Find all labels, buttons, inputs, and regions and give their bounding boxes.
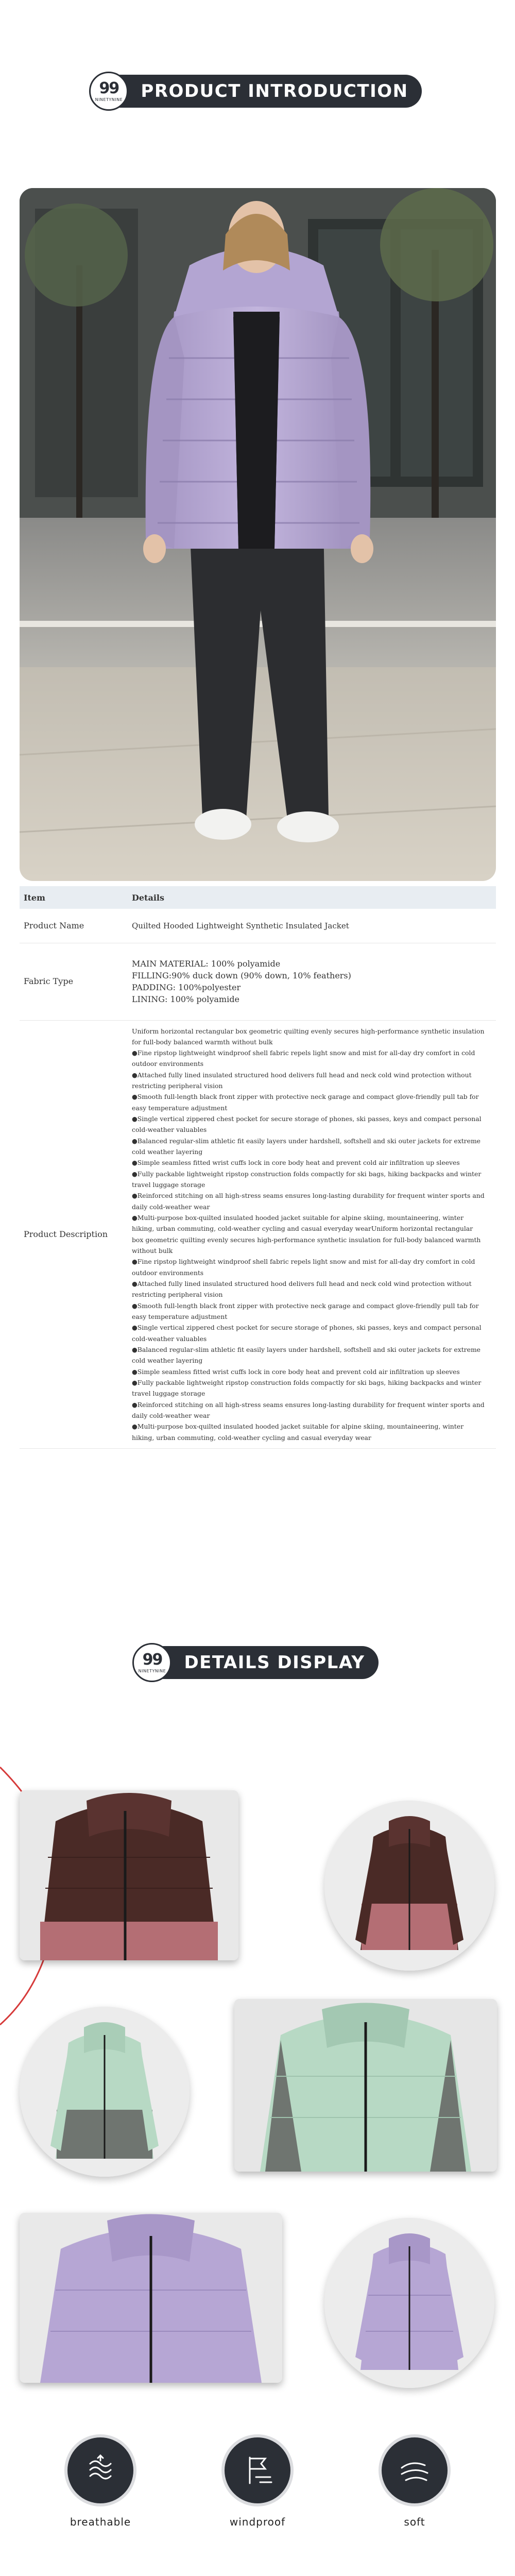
description-line: ●Smooth full-length black front zipper with protective neck garage and compact glove-friendly pull tab for xyxy=(132,1301,479,1310)
description-line: ●Single vertical zippered chest pocket for secure storage of phones, ski passes, keys and compact personal xyxy=(132,1115,482,1123)
description-line: ●Fully packable lightweight ripstop construction folds compactly for ski bags, hiking backpacks and winter xyxy=(132,1379,482,1386)
description-line: ●Attached fully lined insulated structured hood delivers full head and neck cold wind protection without xyxy=(132,1071,472,1079)
description-line: easy temperature adjustment xyxy=(132,1104,228,1112)
table-row xyxy=(20,943,496,1020)
description-line: ●Balanced regular-slim athletic fit easily layers under hardshell, softshell and ski outer jackets for extreme xyxy=(132,1137,481,1145)
soft-icon xyxy=(379,2434,451,2506)
windproof-icon xyxy=(221,2434,294,2506)
description-line: easy temperature adjustment xyxy=(132,1313,228,1321)
logo-brand: NINETYNINE xyxy=(138,1668,166,1673)
feature-windproof xyxy=(206,2434,309,2529)
description-line: hiking, urban commuting, cold-weather cycling and casual everyday wearUniform horizontal rectangular xyxy=(132,1225,473,1233)
description-line: ●Multi-purpose box-quilted insulated hooded jacket suitable for alpine skiing, mountaineering, winter xyxy=(132,1214,464,1222)
detail-card-mint-closeup xyxy=(234,1999,497,2172)
logo-number: 99 xyxy=(142,1650,162,1669)
brand-logo xyxy=(132,1643,171,1682)
brand-logo xyxy=(89,72,128,111)
fabric-values xyxy=(128,943,496,1020)
row-label-fabric: Fabric Type xyxy=(20,943,128,1020)
feature-label: soft xyxy=(404,2516,425,2528)
description-value xyxy=(128,1020,496,1448)
details-pill xyxy=(136,1646,378,1679)
product-name-value: Quilted Hooded Lightweight Synthetic Insulated Jacket xyxy=(128,909,496,943)
description-line: ●Simple seamless fitted wrist cuffs lock in core body heat and prevent cold air infiltration up sleeves xyxy=(132,1159,460,1167)
description-line: without bulk xyxy=(132,1247,173,1255)
detail-card-lavender-closeup xyxy=(20,2213,282,2383)
description-line: ●Smooth full-length black front zipper with protective neck garage and compact glove-friendly pull tab for xyxy=(132,1093,479,1101)
detail-circle-mint xyxy=(20,2007,190,2177)
description-line: restricting peripheral vision xyxy=(132,1082,223,1090)
feature-label: breathable xyxy=(70,2516,131,2528)
description-line: travel luggage storage xyxy=(132,1181,205,1189)
description-line: ●Single vertical zippered chest pocket for secure storage of phones, ski passes, keys and compact personal xyxy=(132,1324,482,1332)
section-title: PRODUCT INTRODUCTION xyxy=(141,81,408,101)
detail-circle-brown xyxy=(324,1801,494,1971)
description-line: box geometric quilting evenly secures high-performance synthetic insulation for full-body balanced warmth xyxy=(132,1235,481,1244)
feature-soft xyxy=(363,2434,466,2529)
description-line: daily cold-weather wear xyxy=(132,1411,210,1419)
description-line: ●Multi-purpose box-quilted insulated hooded jacket suitable for alpine skiing, mountaineering, winter xyxy=(132,1422,464,1431)
description-line: outdoor environments xyxy=(132,1268,204,1277)
header-details: Details xyxy=(128,886,496,909)
description-line: for full-body balanced warmth without bulk xyxy=(132,1038,273,1046)
description-line: ●Attached fully lined insulated structured hood delivers full head and neck cold wind protection without xyxy=(132,1280,472,1288)
feature-label: windproof xyxy=(229,2516,286,2528)
header-item: Item xyxy=(20,886,128,909)
breathable-icon xyxy=(64,2434,136,2506)
description-line: ●Fine ripstop lightweight windproof shell fabric repels light snow and mist for all-day dry comfort in cold xyxy=(132,1258,475,1266)
description-line: restricting peripheral vision xyxy=(132,1291,223,1299)
feature-breathable xyxy=(49,2434,152,2529)
description-line: cold-weather valuables xyxy=(132,1334,207,1343)
description-line: ●Reinforced stitching on all high-stress seams ensures long-lasting durability for frequent winter sports and xyxy=(132,1400,485,1409)
description-line: hiking, urban commuting, cold-weather cycling and casual everyday wear xyxy=(132,1433,371,1442)
intro-header xyxy=(0,75,515,108)
jacket-brown-closeup xyxy=(20,1790,238,1960)
description-line: Uniform horizontal rectangular box geometric quilting evenly secures high-performance synthetic insulation xyxy=(132,1027,485,1035)
fabric-line: LINING: 100% polyamide xyxy=(132,994,239,1005)
jacket-lavender-full xyxy=(324,2218,494,2388)
description-line: ●Simple seamless fitted wrist cuffs lock in core body heat and prevent cold air infiltration up sleeves xyxy=(132,1367,460,1376)
description-line: cold weather layering xyxy=(132,1357,203,1365)
detail-card-brown-closeup xyxy=(20,1790,238,1960)
description-line: cold-weather valuables xyxy=(132,1126,207,1134)
row-label-product-name: Product Name xyxy=(20,909,128,943)
model-photo-illustration xyxy=(20,188,496,881)
description-line: ●Reinforced stitching on all high-stress seams ensures long-lasting durability for frequent winter sports and xyxy=(132,1192,485,1200)
description-line: ●Fully packable lightweight ripstop construction folds compactly for ski bags, hiking backpacks and winter xyxy=(132,1170,482,1178)
description-line: ●Balanced regular-slim athletic fit easily layers under hardshell, softshell and ski outer jackets for extreme xyxy=(132,1346,481,1354)
description-line: cold weather layering xyxy=(132,1148,203,1156)
row-label-description: Product Description xyxy=(20,1020,128,1448)
table-row xyxy=(20,1020,496,1448)
description-line: ●Fine ripstop lightweight windproof shell fabric repels light snow and mist for all-day dry comfort in cold xyxy=(132,1049,475,1057)
jacket-mint-full xyxy=(20,2007,190,2177)
table-row xyxy=(20,909,496,943)
description-line: outdoor environments xyxy=(132,1060,204,1068)
jacket-lavender-closeup xyxy=(20,2213,282,2383)
jacket-mint-closeup xyxy=(234,1999,497,2172)
fabric-line: MAIN MATERIAL: 100% polyamide xyxy=(132,958,281,969)
detail-circle-lavender xyxy=(324,2218,494,2388)
spec-table xyxy=(20,886,496,1449)
logo-number: 99 xyxy=(99,79,119,97)
hero-photo xyxy=(20,188,496,881)
intro-pill xyxy=(93,75,421,108)
section-title: DETAILS DISPLAY xyxy=(184,1652,365,1673)
table-header-row xyxy=(20,886,496,909)
details-header xyxy=(0,1646,515,1679)
fabric-line: FILLING:90% duck down (90% down, 10% feathers) xyxy=(132,970,351,980)
fabric-line: PADDING: 100%polyester xyxy=(132,982,241,992)
description-line: travel luggage storage xyxy=(132,1389,205,1398)
description-line: daily cold-weather wear xyxy=(132,1202,210,1211)
logo-brand: NINETYNINE xyxy=(95,97,123,102)
jacket-brown-full xyxy=(324,1801,494,1971)
